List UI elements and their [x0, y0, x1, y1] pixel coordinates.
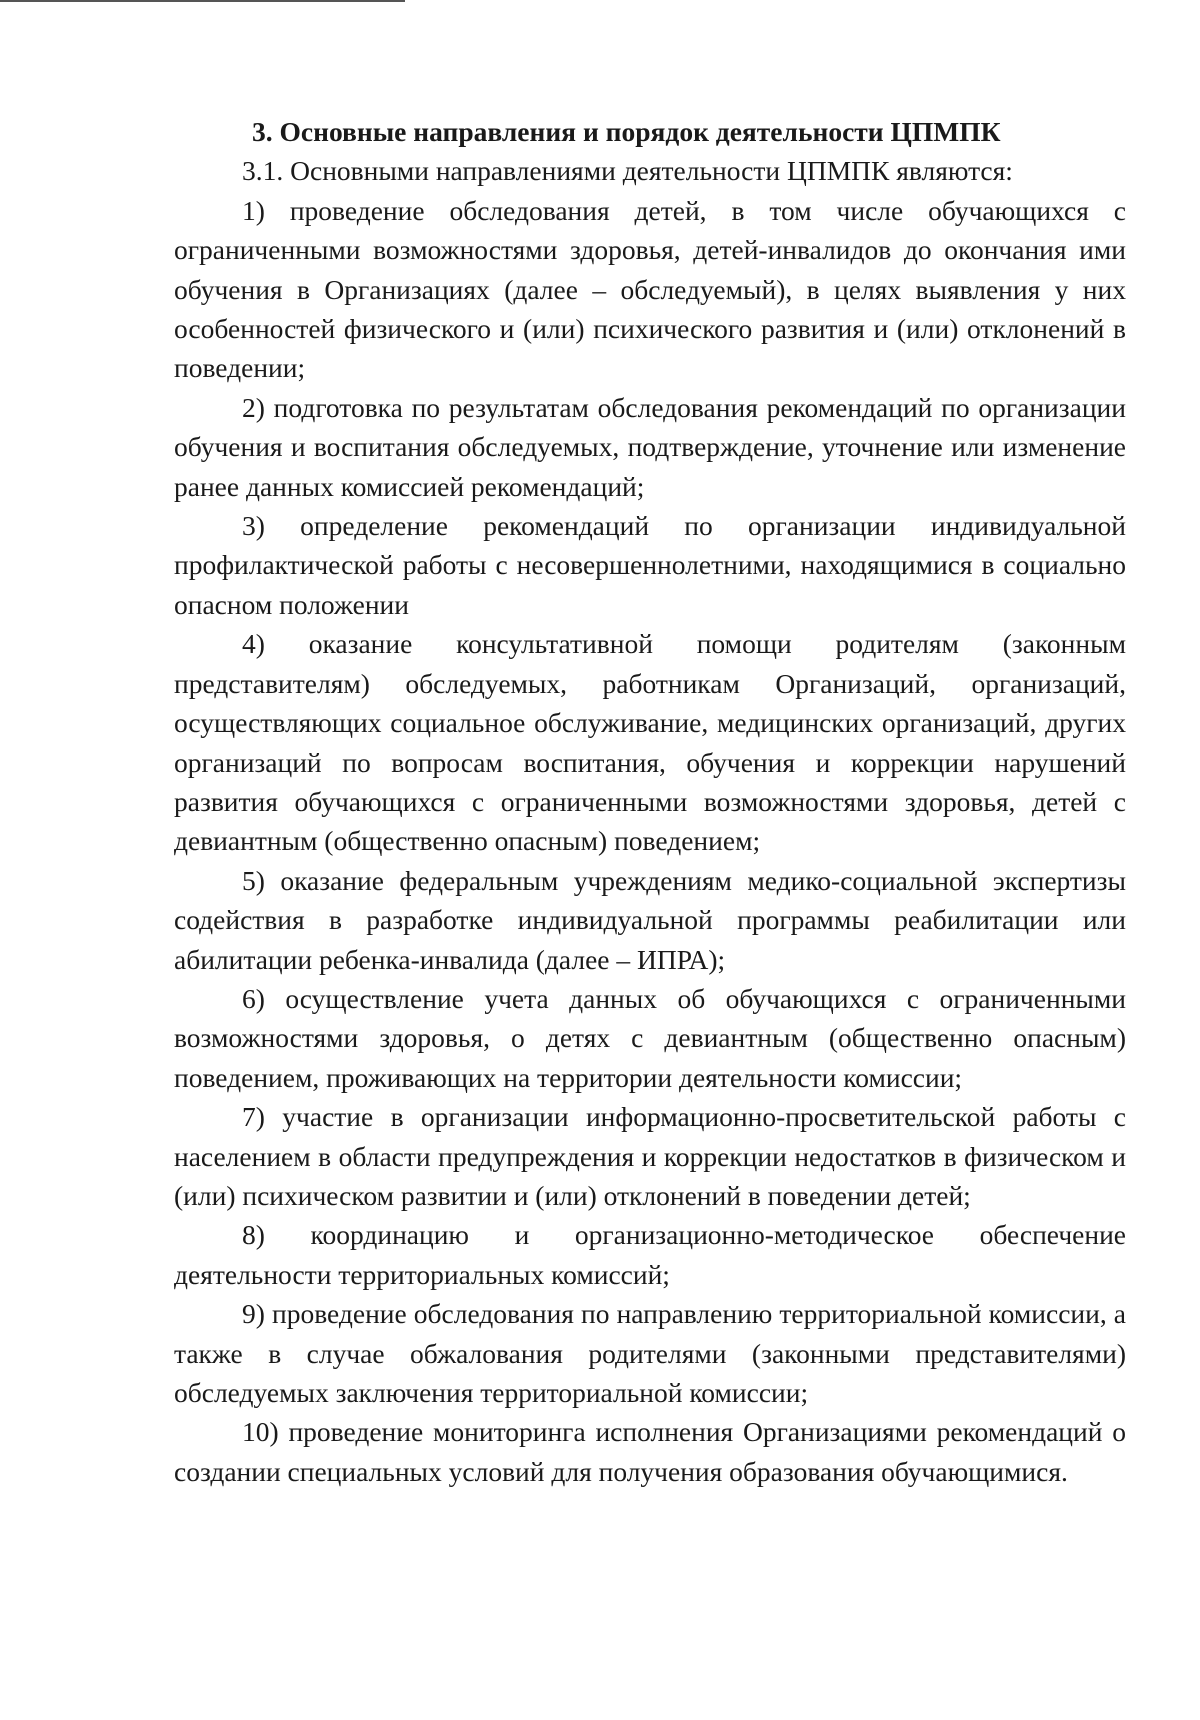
list-item-3: 3) определение рекомендаций по организации индивидуальной профилактической работы с несовершеннолетними, находящимися в социально опасном положении — [174, 510, 1126, 620]
list-item-2: 2) подготовка по результатам обследования рекомендаций по организации обучения и воспитания обследуемых, подтверждение, уточнение или изменение ранее данных комиссией рекомендаций; — [174, 391, 1126, 502]
list-item-8: 8) координацию и организационно-методическое обеспечение деятельности территориальных комиссий; — [174, 1219, 1126, 1290]
list-item-1: 1) проведение обследования детей, в том числе обучающихся с ограниченными возможностями здоровья, детей-инвалидов до окончания ими обучения в Организациях (далее – обследуемый), в целях выявления у них особенностей физического и (или) психического развития и (или) отклонений в поведении; — [174, 194, 1126, 384]
list-item-6: 6) осуществление учета данных об обучающихся с ограниченными возможностями здоровья, о детях с девиантным (общественно опасным) поведением, проживающих на территории деятельности комиссии; — [174, 982, 1126, 1093]
list-item-4: 4) оказание консультативной помощи родителям (законным представителям) обследуемых, работникам Организаций, организаций, осуществляющих социальное обслуживание, медицинских организаций, других организаций по вопросам воспитания, обучения и коррекции нарушений развития обучающихся с ограниченными возможностями здоровья, детей с девиантным (общественно опасным) поведением; — [174, 628, 1126, 857]
list-item-7: 7) участие в организации информационно-просветительской работы с населением в области предупреждения и коррекции недостатков в физическом и (или) психическом развитии и (или) отклонений в поведении детей; — [174, 1101, 1126, 1211]
list-item-5: 5) оказание федеральным учреждениям медико-социальной экспертизы содействия в разработке индивидуальной программы реабилитации или абилитации ребенка-инвалида (далее – ИПРА); — [174, 864, 1126, 975]
list-item-10: 10) проведение мониторинга исполнения Организациями рекомендаций о создании специальных условий для получения образования обучающимися. — [174, 1416, 1126, 1487]
section-heading: 3. Основные направления и порядок деятельности ЦПМПК — [252, 116, 1001, 147]
scan-edge-line — [0, 0, 405, 2]
intro-paragraph: 3.1. Основными направлениями деятельности ЦПМПК являются: — [242, 155, 1013, 187]
document-page — [174, 112, 1126, 1491]
list-item-9: 9) проведение обследования по направлению территориальной комиссии, а также в случае обжалования родителями (законными представителями) обследуемых заключения территориальной комиссии; — [174, 1298, 1126, 1408]
